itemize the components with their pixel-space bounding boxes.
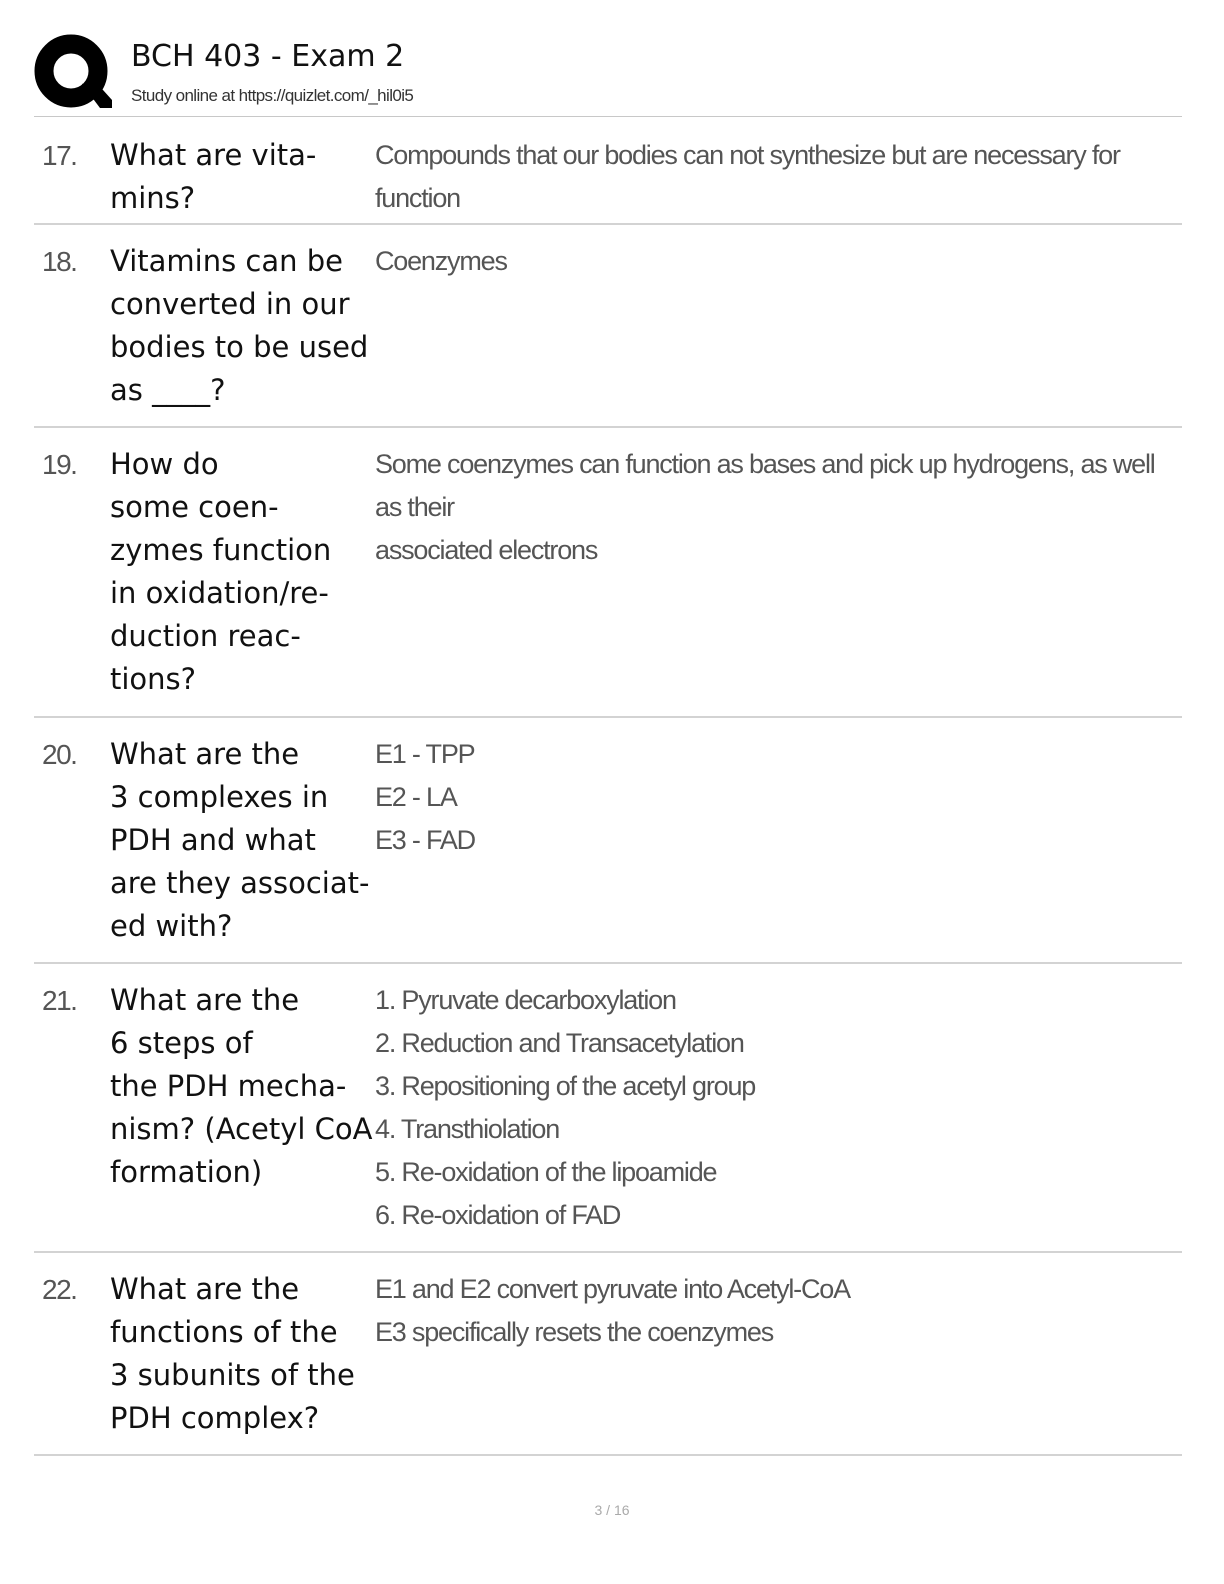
card-definition: Compounds that our bodies can not synthesize but are necessary for function [375, 140, 1120, 213]
card-definition: E1 - TPP E2 - LA E3 - FAD [375, 739, 475, 855]
card-definition: 1. Pyruvate decarboxylation 2. Reduction and Transacetylation 3. Repositioning of the acetyl group 4. Transthiolation 5. Re-oxidation of the lipoamide 6. Re-oxidation of FAD [375, 985, 756, 1230]
flashcard-18 [34, 225, 1182, 428]
page-number: 3 / 16 [594, 1502, 630, 1518]
flashcard-list [34, 116, 1182, 1456]
card-definition: Coenzymes [375, 246, 507, 276]
card-number: 17. [42, 140, 77, 171]
flashcard-20 [34, 718, 1182, 964]
card-term: What are the 6 steps of the PDH mecha- nism? (Acetyl CoA formation) [110, 983, 373, 1189]
card-definition: Some coenzymes can function as bases and pick up hydrogens, as well as their associated electrons [375, 449, 1155, 565]
flashcard-22 [34, 1253, 1182, 1456]
flashcard-17 [34, 116, 1182, 225]
card-number: 18. [42, 246, 77, 277]
card-number: 22. [42, 1274, 77, 1305]
flashcard-21 [34, 964, 1182, 1253]
card-term: What are vita- mins? [110, 138, 317, 215]
card-number: 19. [42, 449, 77, 480]
card-term: Vitamins can be converted in our bodies to be used as ____? [110, 244, 369, 407]
study-online-link[interactable]: Study online at https://quizlet.com/_hil0i5 [131, 86, 414, 105]
flashcard-19 [34, 428, 1182, 718]
card-definition: E1 and E2 convert pyruvate into Acetyl-CoA E3 specifically resets the coenzymes [375, 1274, 850, 1347]
page-title: BCH 403 - Exam 2 [131, 39, 405, 74]
card-term: What are the 3 complexes in PDH and what are they associat- ed with? [110, 737, 370, 943]
card-number: 20. [42, 739, 77, 770]
card-number: 21. [42, 985, 77, 1016]
quizlet-logo-icon [34, 34, 112, 112]
card-term: How do some coen- zymes function in oxidation/re- duction reac- tions? [110, 447, 332, 696]
card-term: What are the functions of the 3 subunits of the PDH complex? [110, 1272, 355, 1435]
page-header [34, 34, 1184, 114]
